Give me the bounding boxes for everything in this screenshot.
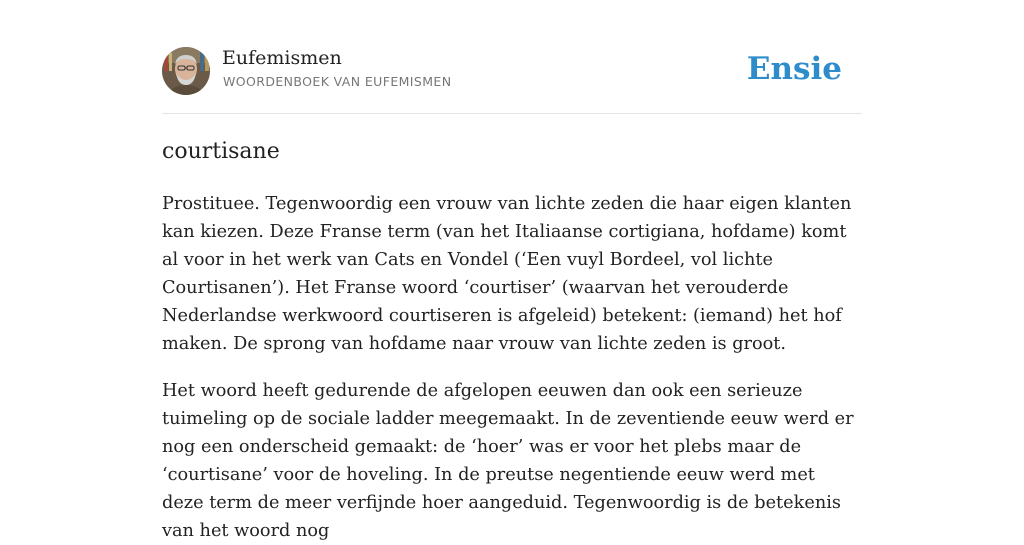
- header: [162, 46, 862, 96]
- author-subtitle[interactable]: WOORDENBOEK VAN EUFEMISMEN: [223, 74, 452, 89]
- article-paragraph: Prostituee. Tegenwoordig een vrouw van lichte zeden die haar eigen klanten kan kiezen. Deze Franse term (van het Italiaanse cortigiana, hofdame) komt al voor in het werk van Cats en Vondel (‘Een vuyl Bordeel, vol lichte Courtisanen’). Het Franse woord ‘courtiser’ (waarvan het verouderde Nederlandse werkwoord courtiseren is afgeleid) betekent: (iemand) het hof maken. De sprong van hofdame naar vrouw van lichte zeden is groot.: [162, 194, 852, 354]
- author-name[interactable]: Eufemismen: [222, 47, 342, 69]
- author-avatar[interactable]: [162, 47, 210, 95]
- article-paragraph: Het woord heeft gedurende de afgelopen eeuwen dan ook een serieuze tuimeling op de sociale ladder meegemaakt. In de zeventiende eeuw werd er nog een onderscheid gemaakt: de ‘hoer’ was er voor het plebs maar de ‘courtisane’ voor de hoveling. In de preutse negentiende eeuw werd met deze term de meer verfijnde hoer aangeduid. Tegenwoordig is de betekenis van het woord nog: [162, 381, 854, 541]
- header-divider: [162, 113, 862, 114]
- avatar-photo-icon: [162, 47, 210, 95]
- brand-logo[interactable]: Ensie: [746, 51, 842, 87]
- article-title: courtisane: [162, 139, 280, 164]
